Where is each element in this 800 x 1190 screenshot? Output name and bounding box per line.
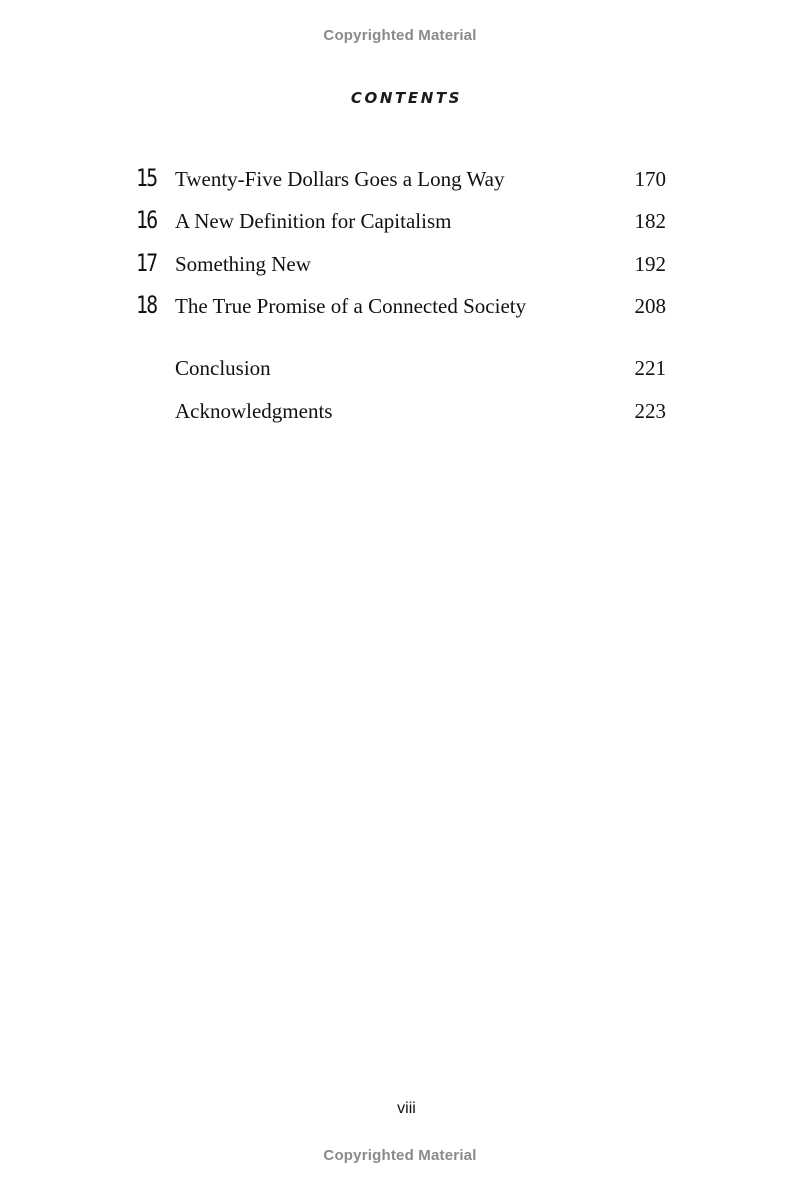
page-number: 223	[634, 399, 666, 423]
page-number: 170	[634, 167, 666, 191]
chapter-title: A New Definition for Capitalism	[175, 209, 452, 233]
section-title: Conclusion	[175, 356, 271, 380]
chapter-title: Something New	[175, 252, 311, 276]
chapter-number: 15	[136, 164, 157, 192]
toc-entry	[136, 160, 666, 194]
section-title: Acknowledgments	[175, 399, 333, 423]
page-number: 182	[634, 209, 666, 233]
page-number: 221	[634, 356, 666, 380]
chapter-title: Twenty-Five Dollars Goes a Long Way	[175, 167, 505, 191]
page-folio: viii	[397, 1100, 416, 1117]
chapter-title: The True Promise of a Connected Society	[175, 294, 527, 318]
toc-entry-back-matter	[136, 349, 666, 383]
toc-entry	[136, 245, 666, 279]
toc-entry	[136, 287, 666, 321]
chapter-number: 18	[136, 291, 157, 319]
copyright-watermark-top: Copyrighted Material	[323, 27, 477, 44]
page-number: 192	[634, 252, 666, 276]
copyright-watermark-bottom: Copyrighted Material	[323, 1147, 477, 1164]
contents-heading: CONTENTS	[350, 89, 463, 107]
toc-entry	[136, 202, 666, 236]
chapter-number: 17	[136, 249, 157, 277]
chapter-number: 16	[136, 206, 157, 234]
page-number: 208	[634, 294, 666, 318]
toc-entry-back-matter	[136, 392, 666, 426]
